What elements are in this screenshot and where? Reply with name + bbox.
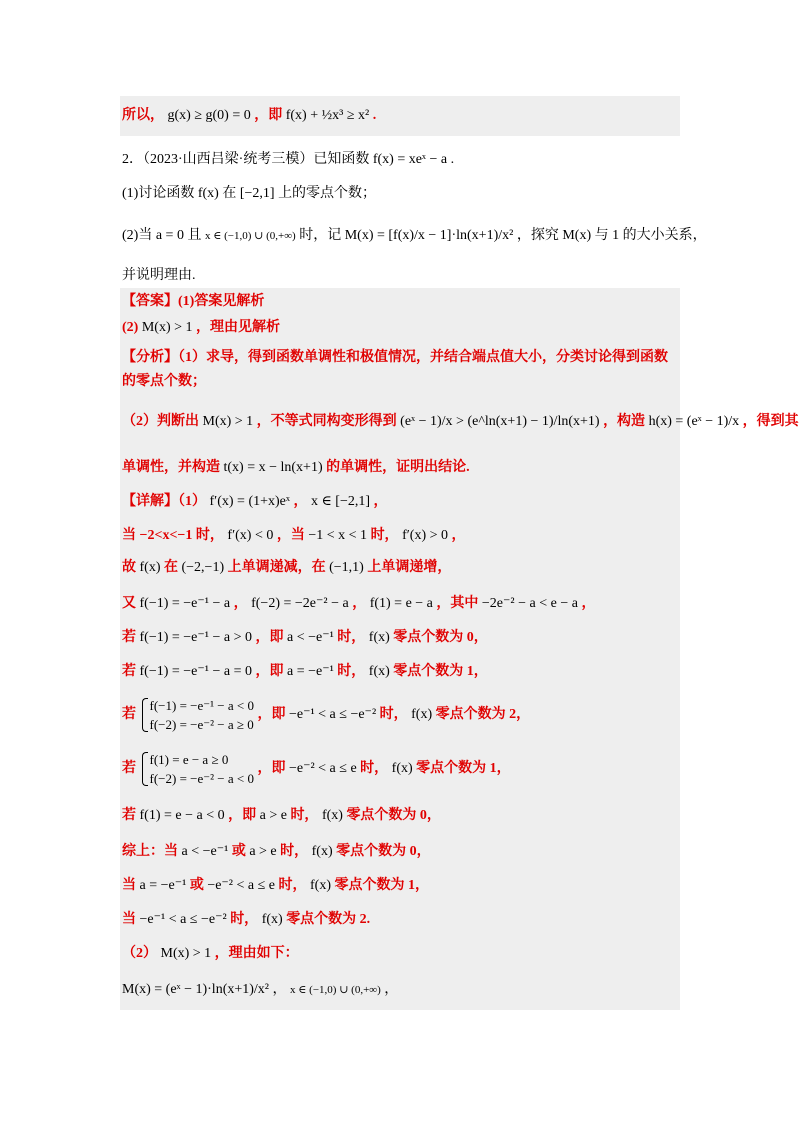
math: a < −e⁻¹ xyxy=(286,630,334,645)
text: 零点个数为 1， xyxy=(416,761,511,777)
text: ，其中 xyxy=(436,596,479,611)
text: 【详解】（1） xyxy=(122,494,206,509)
math: −2e⁻² − a < e − a xyxy=(481,596,578,611)
math: f′(x) > 0 xyxy=(402,528,449,543)
text: （2） xyxy=(122,946,157,961)
text: ， xyxy=(581,596,596,611)
text: ， xyxy=(384,982,399,997)
math: −e⁻² < a ≤ e xyxy=(207,878,276,893)
text: 故 xyxy=(122,560,136,575)
detail-line-10 xyxy=(122,842,431,862)
math: (eˣ − 1)/x > (e^ln(x+1) − 1)/ln(x+1) xyxy=(400,414,600,429)
math: g(x) ≥ g(0) = 0 xyxy=(167,108,251,123)
text: 上单调递增， xyxy=(367,560,452,575)
text: 零点个数为 1， xyxy=(393,664,488,679)
detail-line-9 xyxy=(122,806,441,826)
text: 并说明理由. xyxy=(122,268,196,283)
text: 零点个数为 0， xyxy=(336,844,431,859)
math: [−2,1] xyxy=(239,186,275,201)
text: 零点个数为 2， xyxy=(435,707,531,723)
math: f(−2) = −e⁻² − a < 0 xyxy=(149,771,254,786)
case-brace xyxy=(140,750,254,788)
text: 或 xyxy=(189,878,204,893)
math: f(−1) = −e⁻¹ − a > 0 xyxy=(139,630,252,645)
text: ， xyxy=(352,596,367,611)
math: f(x) xyxy=(310,878,332,893)
math: f(−2) = −2e⁻² − a xyxy=(251,596,349,611)
math: f(1) = e − a < 0 xyxy=(139,808,225,823)
text: ，得到其 xyxy=(742,414,799,429)
math: h(x) = (eˣ − 1)/x xyxy=(648,414,740,429)
text: 【分析】（1）求导，得到函数单调性和极值情况，并结合端点值大小，分类讨论得到函数 xyxy=(122,350,668,365)
text: ， xyxy=(233,596,248,611)
text: 时， xyxy=(360,761,389,777)
text: ，即 xyxy=(257,761,286,777)
math: a = −e⁻¹ xyxy=(286,664,334,679)
prev-conclusion-line xyxy=(122,106,376,126)
detail-line-3 xyxy=(122,558,451,578)
math: a = −e⁻¹ xyxy=(139,878,187,893)
text: 且 xyxy=(187,228,202,243)
math: f(x) xyxy=(321,808,343,823)
math: M(x) > 1 xyxy=(202,414,254,429)
answer-line-2 xyxy=(122,318,280,338)
math: a > e xyxy=(259,808,287,823)
math: M(x) = [f(x)/x − 1]·ln(x+1)/x² xyxy=(344,228,514,243)
math: a = 0 xyxy=(155,228,184,243)
detail-line-12 xyxy=(122,910,370,930)
text: （2）判断出 xyxy=(122,414,199,429)
text: 所以， xyxy=(122,108,164,123)
text: 又 xyxy=(122,596,136,611)
math: f(x) xyxy=(391,761,413,777)
math: x ∈ (−1,0) ∪ (0,+∞) xyxy=(204,230,296,242)
math: f′(x) = (1+x)eˣ xyxy=(209,494,290,509)
math: f(x) + ½x³ ≥ x² xyxy=(285,108,370,123)
text: 当 xyxy=(122,878,136,893)
text: 当 xyxy=(122,912,136,927)
text: 时， xyxy=(280,844,309,859)
text: ， xyxy=(373,494,388,509)
text: 时， xyxy=(337,664,366,679)
text: 若 xyxy=(122,630,136,645)
text: 零点个数为 1， xyxy=(334,878,430,893)
text: ，不等式同构变形得到 xyxy=(256,414,397,429)
analysis-line-1 xyxy=(122,348,668,368)
text: (2) xyxy=(122,320,139,335)
text: ，即 xyxy=(255,664,284,679)
math: a > e xyxy=(249,844,277,859)
math: f(x) xyxy=(311,844,333,859)
analysis-line-2 xyxy=(122,372,206,392)
text: −2<x<−1 xyxy=(139,528,193,543)
math: f(x) xyxy=(368,630,390,645)
analysis-line-4 xyxy=(122,458,470,478)
text: 上单调递减，在 xyxy=(227,560,326,575)
math: M(x) xyxy=(562,228,592,243)
text: . xyxy=(372,108,377,123)
detail-line-8 xyxy=(122,750,511,788)
text: . xyxy=(450,152,455,167)
text: 在 xyxy=(222,186,237,201)
detail-line-5 xyxy=(122,628,488,648)
math: f(−1) = −e⁻¹ − a xyxy=(139,596,231,611)
detail-line-14 xyxy=(122,980,398,1000)
math: f(x) = xeˣ − a xyxy=(372,152,448,167)
detail-line-13 xyxy=(122,944,299,964)
math: (−1,1) xyxy=(329,560,364,575)
text: 的单调性，证明出结论. xyxy=(326,460,470,475)
detail-line-1 xyxy=(122,492,388,512)
text: 若 xyxy=(122,761,136,777)
case-brace xyxy=(140,696,254,734)
math: f(x) xyxy=(261,912,283,927)
text: 时， xyxy=(278,878,307,893)
math: a < −e⁻¹ xyxy=(181,844,229,859)
text: 上的零点个数； xyxy=(278,186,377,201)
text: ， xyxy=(272,982,287,997)
question-part-2 xyxy=(122,226,707,246)
text: 当 xyxy=(122,528,136,543)
math: −e⁻¹ < a ≤ −e⁻² xyxy=(139,912,227,927)
text: 零点个数为 0， xyxy=(393,630,488,645)
text: 的零点个数； xyxy=(122,374,206,389)
text: ，即 xyxy=(255,630,284,645)
solution-band xyxy=(120,288,680,1010)
math: −e⁻² < a ≤ e xyxy=(288,761,357,777)
detail-line-6 xyxy=(122,662,488,682)
math: t(x) = x − ln(x+1) xyxy=(223,460,323,475)
math: f′(x) < 0 xyxy=(227,528,274,543)
math: M(x) > 1 xyxy=(141,320,193,335)
text: 时，记 xyxy=(299,228,342,243)
math: f(x) xyxy=(197,186,219,201)
text: ，探究 xyxy=(516,228,559,243)
text: ，即 xyxy=(257,707,286,723)
math: (−2,−1) xyxy=(181,560,225,575)
text: ，理由见解析 xyxy=(196,320,280,335)
question-header xyxy=(122,150,454,170)
detail-line-4 xyxy=(122,594,595,614)
math: −e⁻¹ < a ≤ −e⁻² xyxy=(288,707,377,723)
text: ，构造 xyxy=(603,414,646,429)
math: f(−2) = −e⁻² − a ≥ 0 xyxy=(149,717,254,732)
text: 时， xyxy=(290,808,319,823)
text: 若 xyxy=(122,808,136,823)
question-part-1 xyxy=(122,184,376,204)
math: f(1) = e − a ≥ 0 xyxy=(149,752,229,767)
text: ，理由如下： xyxy=(214,946,299,961)
math: x ∈ [−2,1] xyxy=(310,494,371,509)
math: −1 < x < 1 xyxy=(308,528,368,543)
text: 时， xyxy=(337,630,366,645)
math: f(−1) = −e⁻¹ − a = 0 xyxy=(139,664,252,679)
text: ， xyxy=(451,528,466,543)
text: ，当 xyxy=(276,528,305,543)
text: 在 xyxy=(164,560,178,575)
text: 【答案】(1)答案见解析 xyxy=(122,294,265,309)
text: 若 xyxy=(122,707,136,723)
math: M(x) > 1 xyxy=(160,946,212,961)
text: 时， xyxy=(230,912,259,927)
text: 零点个数为 2. xyxy=(286,912,371,927)
math: M(x) = (eˣ − 1)·ln(x+1)/x² xyxy=(122,982,270,997)
text: (1)讨论函数 xyxy=(122,186,195,201)
text: 综上：当 xyxy=(122,844,178,859)
text: 与 1 的大小关系， xyxy=(594,228,707,243)
text: 时， xyxy=(195,528,224,543)
text: 零点个数为 0， xyxy=(346,808,441,823)
math: f(x) xyxy=(411,707,433,723)
text: 时， xyxy=(379,707,408,723)
math: f(x) xyxy=(368,664,390,679)
text: 单调性，并构造 xyxy=(122,460,220,475)
answer-line-1 xyxy=(122,292,264,312)
detail-line-11 xyxy=(122,876,429,896)
text: 时， xyxy=(370,528,399,543)
math: f(1) = e − a xyxy=(369,596,433,611)
math: f(x) xyxy=(139,560,161,575)
text: ， xyxy=(293,494,308,509)
math: x ∈ (−1,0) ∪ (0,+∞) xyxy=(290,984,381,996)
math: f(−1) = −e⁻¹ − a < 0 xyxy=(149,698,254,713)
text: (2)当 xyxy=(122,228,153,243)
detail-line-2 xyxy=(122,526,466,546)
detail-line-7 xyxy=(122,696,530,734)
text: ，即 xyxy=(228,808,257,823)
text: 或 xyxy=(231,844,246,859)
text: 2．（2023·山西吕梁·统考三模）已知函数 xyxy=(122,152,370,167)
text: 若 xyxy=(122,664,136,679)
analysis-line-3 xyxy=(122,412,799,432)
text: ，即 xyxy=(254,108,283,123)
question-part-2-cont xyxy=(122,266,196,286)
